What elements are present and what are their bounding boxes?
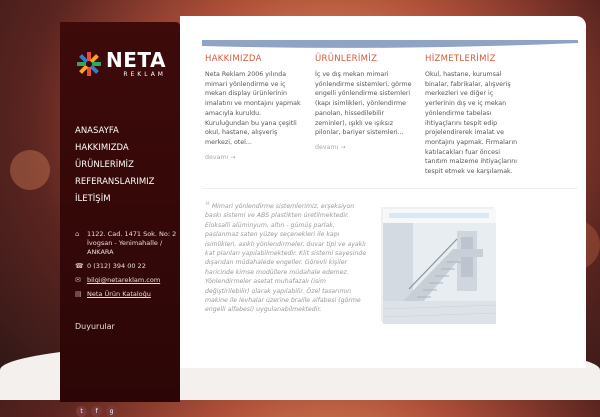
social-links	[76, 406, 121, 417]
nav-item-products[interactable]: ÜRÜNLERİMİZ	[75, 160, 134, 170]
announcements-heading[interactable]: Duyurular	[75, 322, 115, 331]
section-divider	[202, 188, 578, 189]
about-text: Neta Reklam 2006 yılında mimari yönlendirme ve iç mekan display ürünlerinin imalatını ve montajını yapmak amacıyla kuruldu. Kuruluğundan bu yana çeşitli okul, hastane, alışveriş merkezi, otel...	[205, 71, 301, 146]
products-text: İç ve dış mekan mimari yönlendirme sistemleri, görme engelli yönlendirme sistemleri (kapı isimlikleri, yönlendirme panoları, hissedilebilir zeminler), ışıklı ve ışıksız pilonlar, bariyer sistemleri...	[315, 71, 412, 137]
contact-address: 1122. Cad. 1471 Sok. No: 2 İvogsan - Yenimahalle / ANKARA	[87, 230, 177, 256]
catalog-link[interactable]: Neta Ürün Kataloğu	[87, 290, 151, 298]
services-title: HİZMETLERİMİZ	[425, 54, 496, 64]
nav-item-references[interactable]: REFERANSLARIMIZ	[75, 177, 155, 187]
facebook-icon[interactable]: f	[91, 406, 102, 417]
products-column	[315, 54, 413, 151]
services-column	[425, 54, 523, 177]
quote-block	[205, 202, 367, 315]
google-plus-icon[interactable]: g	[106, 406, 117, 417]
contact-phone: 0 (312) 394 00 22	[87, 262, 146, 270]
services-text: Okul, hastane, kurumsal binalar, fabrikalar, alışveriş merkezleri ve diğer iç yerlerinin dış ve iç mekan yönlendirme tabelası ihtiyaçlarını tespit edip projelendirerek imalat ve montajını yapmak. Firmaların katılacakları fuar öncesi tanıtım malzeme ihtiyaçlarını tespit etmek ve karşılamak.	[425, 71, 518, 176]
background-bokeh	[10, 150, 50, 190]
about-more-link[interactable]: devamı →	[205, 153, 236, 161]
brand-name: NETA	[106, 48, 166, 72]
contact-info	[75, 230, 177, 304]
logo-mark-icon	[76, 51, 102, 77]
quote-text: Mimari yönlendirme sistemlerimiz, erşeksiyon baskı sistemi ve ABS plastikten üretilmektedir. Eloksalli alüminyum, altın - gümüş parlak, paslanmaz saten yüzey seçenekleri ile kapı isimlikleri, asıklı yönlendirmeler, duvar tipi ve ayaklı kat planları yapılabilmektedir. Klit sistemi sayesinde dışarıdan müdahalede engeller. Görevli kişiler haricinde kimse modüllere müdahale edemez. Yönlendirmeler asetat muhafazalı (isim değiştirilebilir) olarak yapılabilir. Özel tasarımın makine ile levhalar üzerine braille alfabesi (görme engelli alfabesi) uygulanabilmektedir.	[205, 203, 367, 314]
contact-email-link[interactable]: bilgi@netareklam.com	[87, 276, 161, 284]
products-title: ÜRÜNLERİMİZ	[315, 54, 378, 64]
nav-item-contact[interactable]: İLETİŞİM	[75, 194, 111, 204]
mail-icon: ✉	[75, 276, 81, 284]
book-icon: ▤	[75, 290, 82, 298]
twitter-icon[interactable]: t	[76, 406, 87, 417]
sidebar	[60, 22, 180, 415]
about-title: HAKKIMIZDA	[205, 54, 262, 64]
nav-item-about[interactable]: HAKKIMIZDA	[75, 143, 129, 153]
home-icon: ⌂	[75, 230, 80, 238]
nav-item-home[interactable]: ANASAYFA	[75, 126, 119, 136]
quote-icon: ❝	[205, 201, 210, 211]
logo[interactable]	[76, 50, 166, 78]
about-column	[205, 54, 303, 161]
main-content	[180, 16, 586, 368]
brand-sub: REKLAM	[123, 71, 166, 78]
products-more-link[interactable]: devamı →	[315, 143, 346, 151]
staircase-illustration	[383, 209, 496, 324]
main-nav	[75, 126, 155, 211]
phone-icon: ☎	[75, 262, 84, 270]
showcase-photo	[381, 207, 494, 322]
decorative-band	[202, 40, 578, 50]
